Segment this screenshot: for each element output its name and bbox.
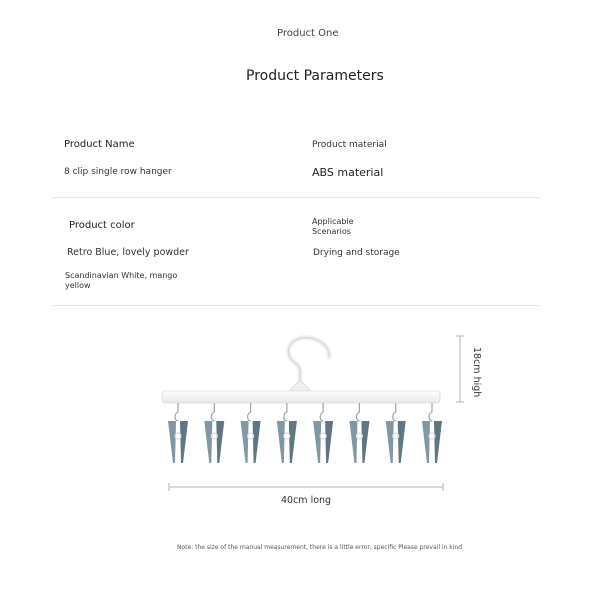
- clip: [168, 403, 188, 463]
- product-color-value-1: Retro Blue, lovely powder: [67, 247, 189, 258]
- clip: [277, 403, 297, 463]
- clip: [422, 403, 442, 463]
- page-header: Product One: [277, 28, 339, 39]
- clip: [349, 403, 369, 463]
- product-name-value: 8 clip single row hanger: [64, 167, 172, 177]
- hanger-hook: [289, 338, 330, 392]
- product-material-value: ABS material: [312, 166, 384, 179]
- page-title: Product Parameters: [246, 68, 384, 84]
- applicable-scenarios-label: Applicable Scenarios: [312, 217, 354, 236]
- divider-1: [52, 197, 540, 198]
- footnote: Note: the size of the manual measurement, there is a little error, specific Please prevail in kind: [177, 544, 463, 551]
- product-material-label: Product material: [312, 140, 387, 150]
- product-color-label: Product color: [69, 220, 135, 231]
- height-label: 18cm high: [471, 347, 482, 398]
- product-name-label: Product Name: [64, 139, 135, 150]
- clip: [241, 403, 261, 463]
- hanger-image: [0, 320, 592, 500]
- clip: [386, 403, 406, 463]
- hanger-bar: [162, 391, 440, 403]
- width-label: 40cm long: [281, 495, 332, 506]
- clip: [204, 403, 224, 463]
- applicable-scenarios-value: Drying and storage: [313, 248, 400, 258]
- divider-2: [52, 305, 540, 306]
- clip: [313, 403, 333, 463]
- product-color-value-2: Scandinavian White, mango yellow: [65, 271, 178, 290]
